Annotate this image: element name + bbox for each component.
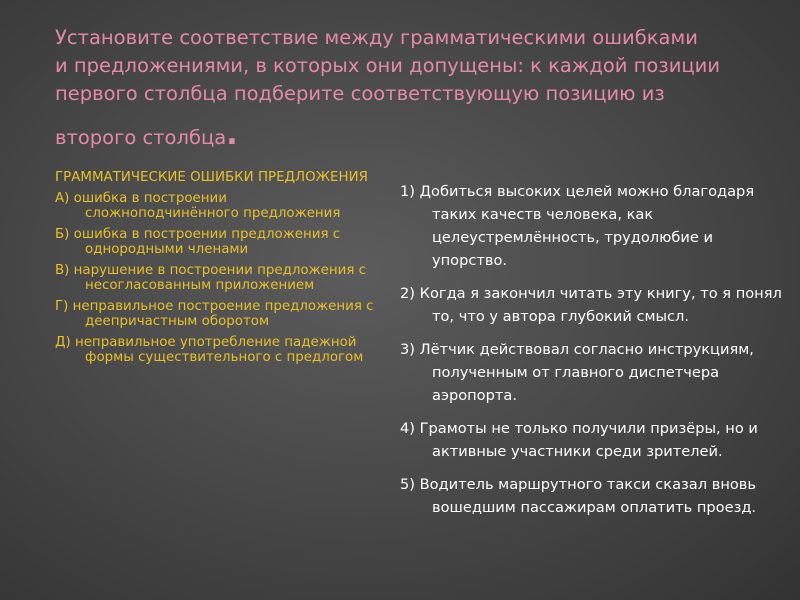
title-last-line xyxy=(55,117,785,152)
errors-header: ГРАММАТИЧЕСКИЕ ОШИБКИ ПРЕДЛОЖЕНИЯ xyxy=(55,170,368,185)
sentence-item: 3) Лётчик действовал согласно инструкциям, полученным от главного диспетчера аэропорта. xyxy=(400,341,754,404)
sentence-item: 4) Грамоты не только получили призёры, но и активные участники среди зрителей. xyxy=(400,420,758,460)
title-line: и предложениями, в которых они допущены: к каждой позиции xyxy=(55,54,720,77)
title-line: второго столбца xyxy=(55,126,227,149)
sentence-item: 5) Водитель маршрутного такси сказал вновь вошедшим пассажирам оплатить проезд. xyxy=(400,476,757,516)
slide-title xyxy=(55,24,785,152)
sentence-item: 1) Добиться высоких целей можно благодаря таких качеств человека, как целеустремлённость, трудолюбие и упорство. xyxy=(400,183,755,269)
error-item: А) ошибка в построении сложноподчинённого предложения xyxy=(55,191,341,221)
sentence-item: 2) Когда я закончил читать эту книгу, то я понял то, что у автора глубокий смысл. xyxy=(400,285,782,325)
error-item: В) нарушение в построении предложения с несогласованным приложением xyxy=(55,263,367,293)
errors-column xyxy=(55,170,385,371)
title-end-mark: . xyxy=(226,117,238,152)
error-item: Б) ошибка в построении предложения с однородными членами xyxy=(55,227,341,257)
title-line: Установите соответствие между грамматическими ошибками xyxy=(55,26,698,49)
title-line: первого столбца подберите соответствующую позицию из xyxy=(55,82,665,105)
error-item: Д) неправильное употребление падежной формы существительного с предлогом xyxy=(55,335,364,365)
sentences-column xyxy=(400,180,785,529)
error-item: Г) неправильное построение предложения с деепричастным оборотом xyxy=(55,299,374,329)
